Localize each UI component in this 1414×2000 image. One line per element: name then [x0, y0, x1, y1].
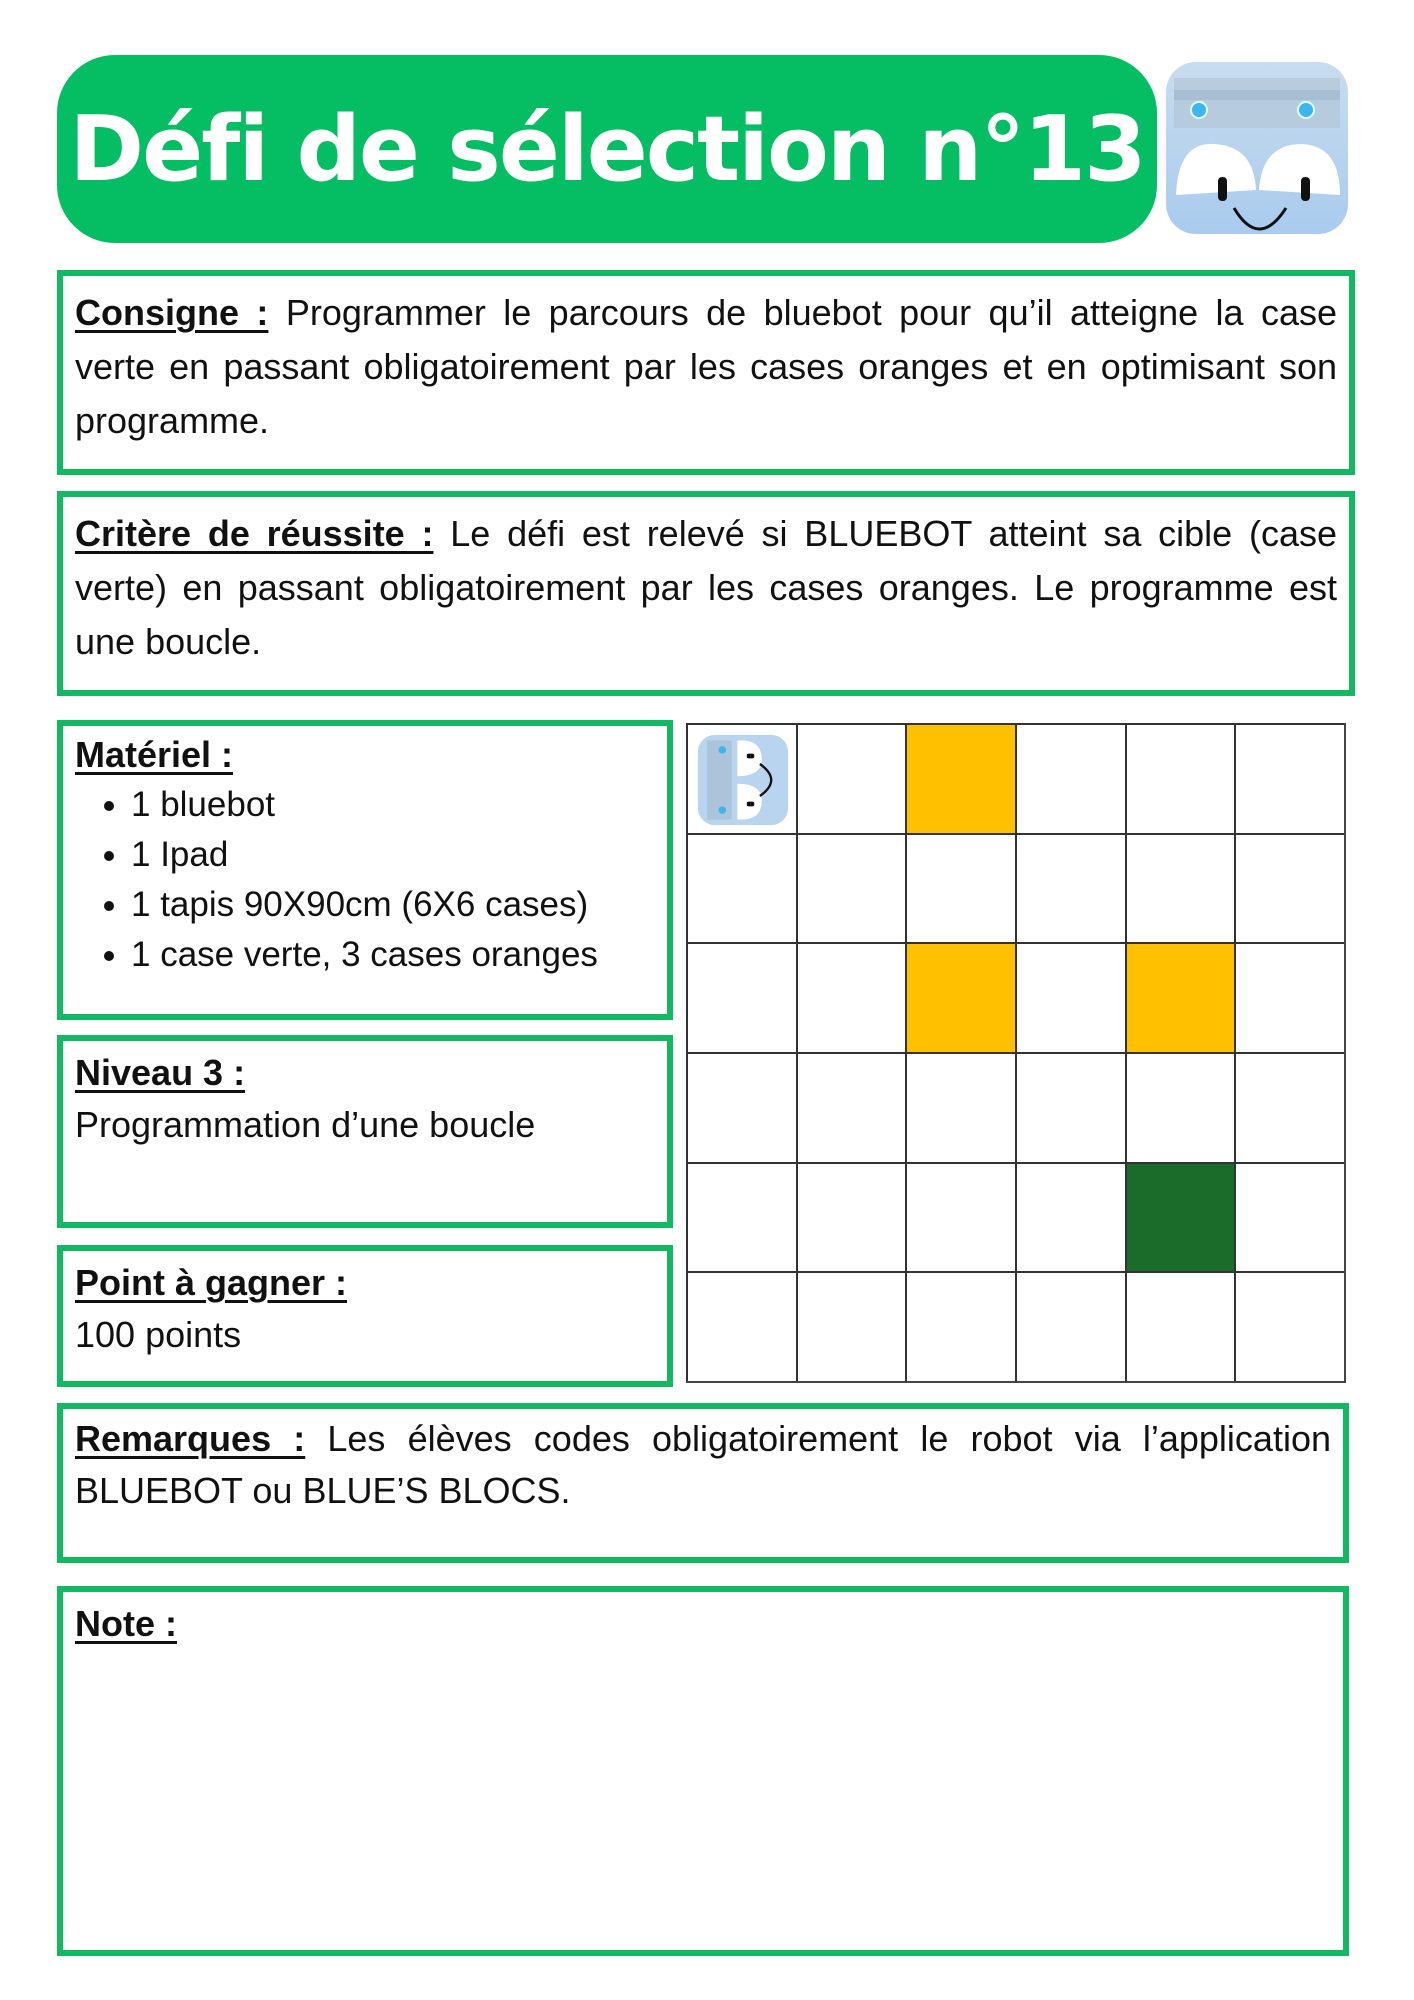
board-cell — [1015, 833, 1125, 943]
board-cell — [686, 833, 796, 943]
board-cell — [905, 1271, 1015, 1381]
board-cell — [1015, 723, 1125, 833]
materiel-item: • 1 tapis 90X90cm (6X6 cases) — [131, 880, 655, 930]
board-cell — [686, 1271, 796, 1381]
board-cell — [905, 1052, 1015, 1162]
title-banner — [57, 55, 1157, 243]
board-cell — [1234, 723, 1344, 833]
board-cell — [796, 1162, 906, 1272]
board-cell-start — [686, 723, 796, 833]
note-input-area[interactable] — [73, 1662, 1333, 1940]
board-cell — [1125, 723, 1235, 833]
board-cell — [1015, 1052, 1125, 1162]
board-cell — [796, 1271, 906, 1381]
board-cell — [905, 1162, 1015, 1272]
bluebot-robot-icon — [696, 733, 790, 827]
materiel-label: Matériel : — [75, 734, 234, 775]
points-text: 100 points — [75, 1314, 242, 1355]
materiel-item: • 1 case verte, 3 cases oranges — [131, 930, 655, 980]
bluebot-robot-icon — [1164, 60, 1350, 236]
board-cell — [1234, 942, 1344, 1052]
remarques-box — [57, 1403, 1349, 1563]
note-label: Note : — [75, 1603, 177, 1644]
board-cell — [1015, 1271, 1125, 1381]
board-cell — [1234, 833, 1344, 943]
board-cell — [1234, 1271, 1344, 1381]
remarques-text: Les élèves codes obligatoirement le robot via l’application BLUEBOT ou BLUE’S BLOCS. — [75, 1418, 1331, 1511]
points-box — [57, 1245, 673, 1387]
critere-box — [57, 491, 1355, 696]
board-cell — [1234, 1162, 1344, 1272]
board-cell — [796, 833, 906, 943]
critere-text: Le défi est relevé si BLUEBOT atteint sa cible (case verte) en passant obligatoirement par les cases oranges. Le programme est une boucle. — [75, 513, 1337, 662]
board-cell — [1015, 942, 1125, 1052]
materiel-box — [57, 720, 673, 1020]
page-title: Défi de sélection n°13 — [69, 96, 1145, 202]
critere-label: Critère de réussite : — [75, 513, 434, 554]
board-cell-orange — [905, 723, 1015, 833]
board-cell — [1234, 1052, 1344, 1162]
board-grid — [686, 723, 1346, 1383]
board-cell — [686, 1052, 796, 1162]
board-cell-green — [1125, 1162, 1235, 1272]
niveau-box — [57, 1035, 673, 1228]
board-cell — [1015, 1162, 1125, 1272]
board-cell — [796, 723, 906, 833]
board-cell-orange — [1125, 942, 1235, 1052]
board-cell-orange — [905, 942, 1015, 1052]
consigne-text: Programmer le parcours de bluebot pour qu’il atteigne la case verte en passant obligatoirement par les cases oranges et en optimisant son programme. — [75, 292, 1337, 441]
note-box — [57, 1586, 1349, 1956]
board-cell — [796, 1052, 906, 1162]
remarques-label: Remarques : — [75, 1418, 306, 1459]
board-cell — [905, 833, 1015, 943]
niveau-text: Programmation d’une boucle — [75, 1104, 536, 1145]
board-cell — [796, 942, 906, 1052]
materiel-item: • 1 bluebot — [131, 780, 655, 830]
board-cell — [686, 942, 796, 1052]
niveau-label: Niveau 3 : — [75, 1052, 246, 1093]
board-cell — [1125, 1271, 1235, 1381]
materiel-list — [75, 780, 655, 980]
board-cell — [686, 1162, 796, 1272]
consigne-box — [57, 270, 1355, 475]
consigne-label: Consigne : — [75, 292, 269, 333]
points-label: Point à gagner : — [75, 1262, 348, 1303]
board-cell — [1125, 833, 1235, 943]
board-cell — [1125, 1052, 1235, 1162]
materiel-item: • 1 Ipad — [131, 830, 655, 880]
